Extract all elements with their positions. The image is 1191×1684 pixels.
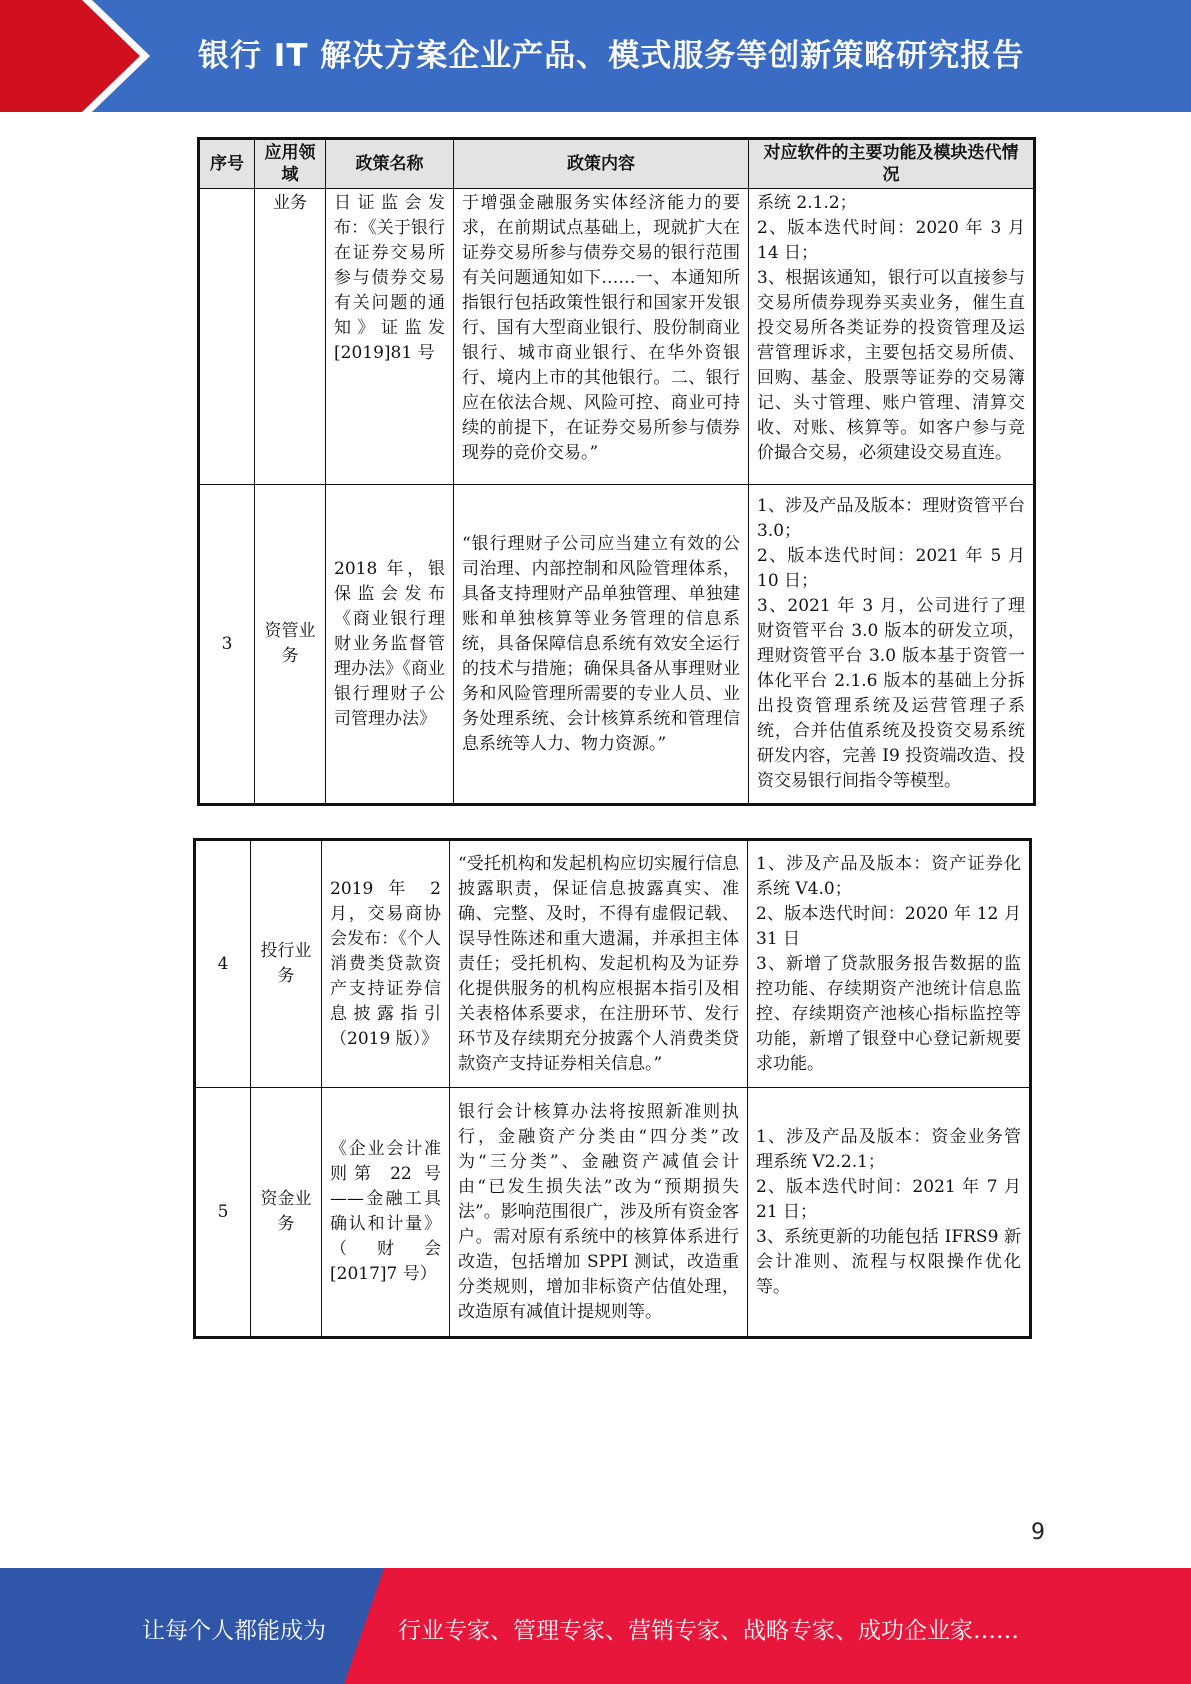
cell-seq: 4 — [195, 840, 251, 1088]
cell-domain: 资金业务 — [251, 1088, 322, 1338]
footer-slogan-right: 行业专家、管理专家、营销专家、战略专家、成功企业家…… — [398, 1618, 1019, 1644]
cell-policy-content: “银行理财子公司应当建立有效的公司治理、内部控制和风险管理体系，具备支持理财产品单独管理、单独建账和单独核算等业务管理的信息系统，具备保障信息系统有效安全运行的技术与措施；确保具备从事理财业务和风险管理所需要的专业人员、业务处理系统、会计核算系统和管理信息系统等人力、物力资源。” — [454, 485, 749, 805]
table-row — [199, 485, 1035, 805]
header-chevron-icon — [0, 0, 160, 112]
cell-software: 1、涉及产品及版本：理财资管平台 3.0； 2、版本迭代时间：2021 年 5 月 10 日； 3、2021 年 3 月，公司进行了理财资管平台 3.0 版本的研发立项，理财资管平台 3.0 版本基于资管一体化平台 2.1.6 版本的基础上分拆出投资管理系统及运营管理子系统，合并估值系统及投资交易系统研发内容，完善 I9 投资端改造、投资交易银行间指令等模型。 — [749, 485, 1035, 805]
footer-slogan-left: 让每个人都能成为 — [142, 1618, 326, 1644]
cell-software: 1、涉及产品及版本：资金业务管理系统 V2.2.1； 2、版本迭代时间：2021 年 7 月 21 日； 3、系统更新的功能包括 IFRS9 新会计准则、流程与权限操作优化等。 — [748, 1088, 1031, 1338]
cell-domain: 资管业务 — [255, 485, 326, 805]
cell-policy-content: 于增强金融服务实体经济能力的要求，在前期试点基础上，现就扩大在证券交易所参与债券交易的银行范围有关问题通知如下……一、本通知所指银行包括政策性银行和国家开发银行、国有大型商业银行、股份制商业银行、城市商业银行、在华外资银行、境内上市的其他银行。二、银行应在依法合规、风险可控、商业可持续的前提下，在证券交易所参与债券现券的竞价交易。” — [454, 189, 749, 485]
cell-domain: 业务 — [255, 189, 326, 485]
cell-policy-name: 2019 年 2 月，交易商协会发布：《个人消费类贷款资产支持证券信息披露指引（2019 版）》 — [322, 840, 450, 1088]
table-header-row — [199, 139, 1035, 189]
header-seq: 序号 — [199, 139, 255, 189]
cell-policy-content: “受托机构和发起机构应切实履行信息披露职责，保证信息披露真实、准确、完整、及时，不得有虚假记载、误导性陈述和重大遗漏，并承担主体责任；受托机构、发起机构及为证券化提供服务的机构应根据本指引及相关表格体系要求，在注册环节、发行环节及存续期充分披露个人消费类贷款资产支持证券相关信息。” — [450, 840, 748, 1088]
document-title: 银行 IT 解决方案企业产品、模式服务等创新策略研究报告 — [198, 38, 1025, 74]
cell-software: 系统 2.1.2； 2、版本迭代时间：2020 年 3 月 14 日； 3、根据该通知，银行可以直接参与交易所债券现券买卖业务，催生直投交易所各类证券的投资管理及运营管理诉求，主要包括交易所债、回购、基金、股票等证券的交易簿记、头寸管理、账户管理、清算交收、对账、核算等。如客户参与竞价撮合交易，必须建设交易直连。 — [749, 189, 1035, 485]
page-header — [0, 0, 1191, 112]
table-row — [195, 1088, 1031, 1338]
cell-policy-name: 2018 年，银保监会发布《商业银行理财业务监督管理办法》《商业银行理财子公司管理办法》 — [326, 485, 454, 805]
cell-policy-name: 《企业会计准则第 22 号——金融工具确认和计量》（财会[2017]7 号） — [322, 1088, 450, 1338]
cell-seq: 5 — [195, 1088, 251, 1338]
page-footer — [0, 1568, 1191, 1684]
cell-software: 1、涉及产品及版本：资产证券化系统 V4.0； 2、版本迭代时间：2020 年 12 月 31 日 3、新增了贷款服务报告数据的监控功能、存续期资产池统计信息监控、存续期资产池核心指标监控等功能，新增了银登中心登记新规要求功能。 — [748, 840, 1031, 1088]
header-domain: 应用领域 — [255, 139, 326, 189]
table-row — [199, 189, 1035, 485]
cell-policy-content: 银行会计核算办法将按照新准则执行，金融资产分类由“四分类”改为“三分类”、金融资产减值会计由“已发生损失法”改为“预期损失法”。影响范围很广，涉及所有资金客户。需对原有系统中的核算体系进行改造，包括增加 SPPI 测试，改造重分类规则，增加非标资产估值处理，改造原有减值计提规则等。 — [450, 1088, 748, 1338]
header-software: 对应软件的主要功能及模块迭代情况 — [749, 139, 1035, 189]
policy-table-2 — [193, 838, 1032, 1339]
policy-table-1 — [197, 137, 1036, 806]
cell-domain: 投行业务 — [251, 840, 322, 1088]
cell-seq: 3 — [199, 485, 255, 805]
header-policy-name: 政策名称 — [326, 139, 454, 189]
cell-policy-name: 日证监会发布：《关于银行在证券交易所参与债券交易有关问题的通知》证监发[2019]81 号 — [326, 189, 454, 485]
header-policy-content: 政策内容 — [454, 139, 749, 189]
table-row — [195, 840, 1031, 1088]
cell-seq — [199, 189, 255, 485]
page-number: 9 — [1031, 1520, 1045, 1545]
